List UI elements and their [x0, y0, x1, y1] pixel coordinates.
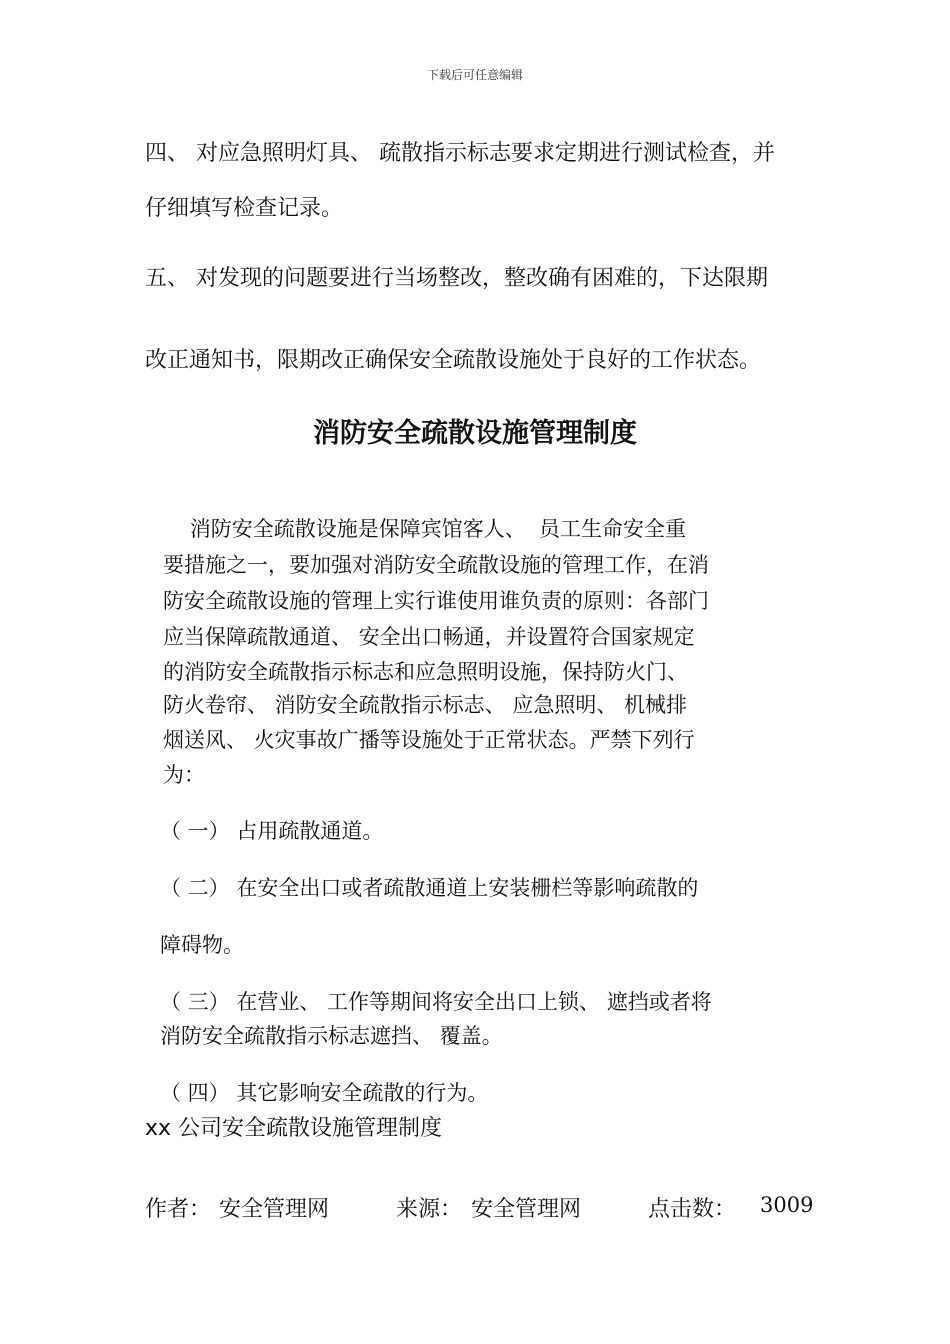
document-title: 消防安全疏散设施管理制度 [313, 418, 637, 449]
item-5-line-2: 改正通知书，限期改正确保安全疏散设施处于良好的工作状态。 [145, 348, 762, 373]
prohibition-item-3-line-1: （ 三） 在营业、 工作等期间将安全出口上锁、 遮挡或者将 [160, 990, 712, 1014]
paragraph-line: 消防安全疏散设施是保障宾馆客人、 员工生命安全重 [163, 517, 687, 541]
paragraph-line: 应当保障疏散通道、 安全出口畅通，并设置符合国家规定 [163, 625, 695, 649]
paragraph-line: 为： [163, 763, 205, 787]
prohibition-item-3-line-2: 消防安全疏散指示标志遮挡、 覆盖。 [160, 1024, 503, 1048]
source-label: 来源： [396, 1197, 463, 1222]
item-4-line-2: 仔细填写检查记录。 [145, 196, 344, 221]
clicks-label: 点击数： [648, 1197, 737, 1222]
item-4-line-1: 四、 对应急照明灯具、 疏散指示标志要求定期进行测试检查，并 [145, 141, 775, 166]
prohibition-item-1: （ 一） 占用疏散通道。 [160, 819, 384, 843]
author-label: 作者： [145, 1197, 212, 1222]
paragraph-line: 的消防安全疏散指示标志和应急照明设施，保持防火门、 [163, 660, 688, 684]
prohibition-item-2-line-2: 障碍物。 [160, 933, 244, 957]
section-subtitle: xx 公司安全疏散设施管理制度 [145, 1116, 443, 1141]
clicks-value: 3009 [760, 1193, 814, 1217]
paragraph-line: 烟送风、 火灾事故广播等设施处于正常状态。严禁下列行 [163, 728, 695, 752]
source-value: 安全管理网 [471, 1197, 582, 1222]
prohibition-item-4: （ 四） 其它影响安全疏散的行为。 [160, 1081, 489, 1105]
author-value: 安全管理网 [219, 1197, 330, 1222]
paragraph-line: 防安全疏散设施的管理上实行谁使用谁负责的原则：各部门 [163, 589, 709, 613]
item-5-line-1: 五、 对发现的问题要进行当场整改，整改确有困难的，下达限期 [145, 266, 768, 291]
paragraph-line: 要措施之一，要加强对消防安全疏散设施的管理工作，在消 [163, 553, 709, 577]
page-header-note: 下载后可任意编辑 [426, 68, 523, 82]
paragraph-line: 防火卷帘、 消防安全疏散指示标志、 应急照明、 机械排 [163, 693, 688, 717]
prohibition-item-2-line-1: （ 二） 在安全出口或者疏散通道上安装栅栏等影响疏散的 [160, 876, 699, 900]
